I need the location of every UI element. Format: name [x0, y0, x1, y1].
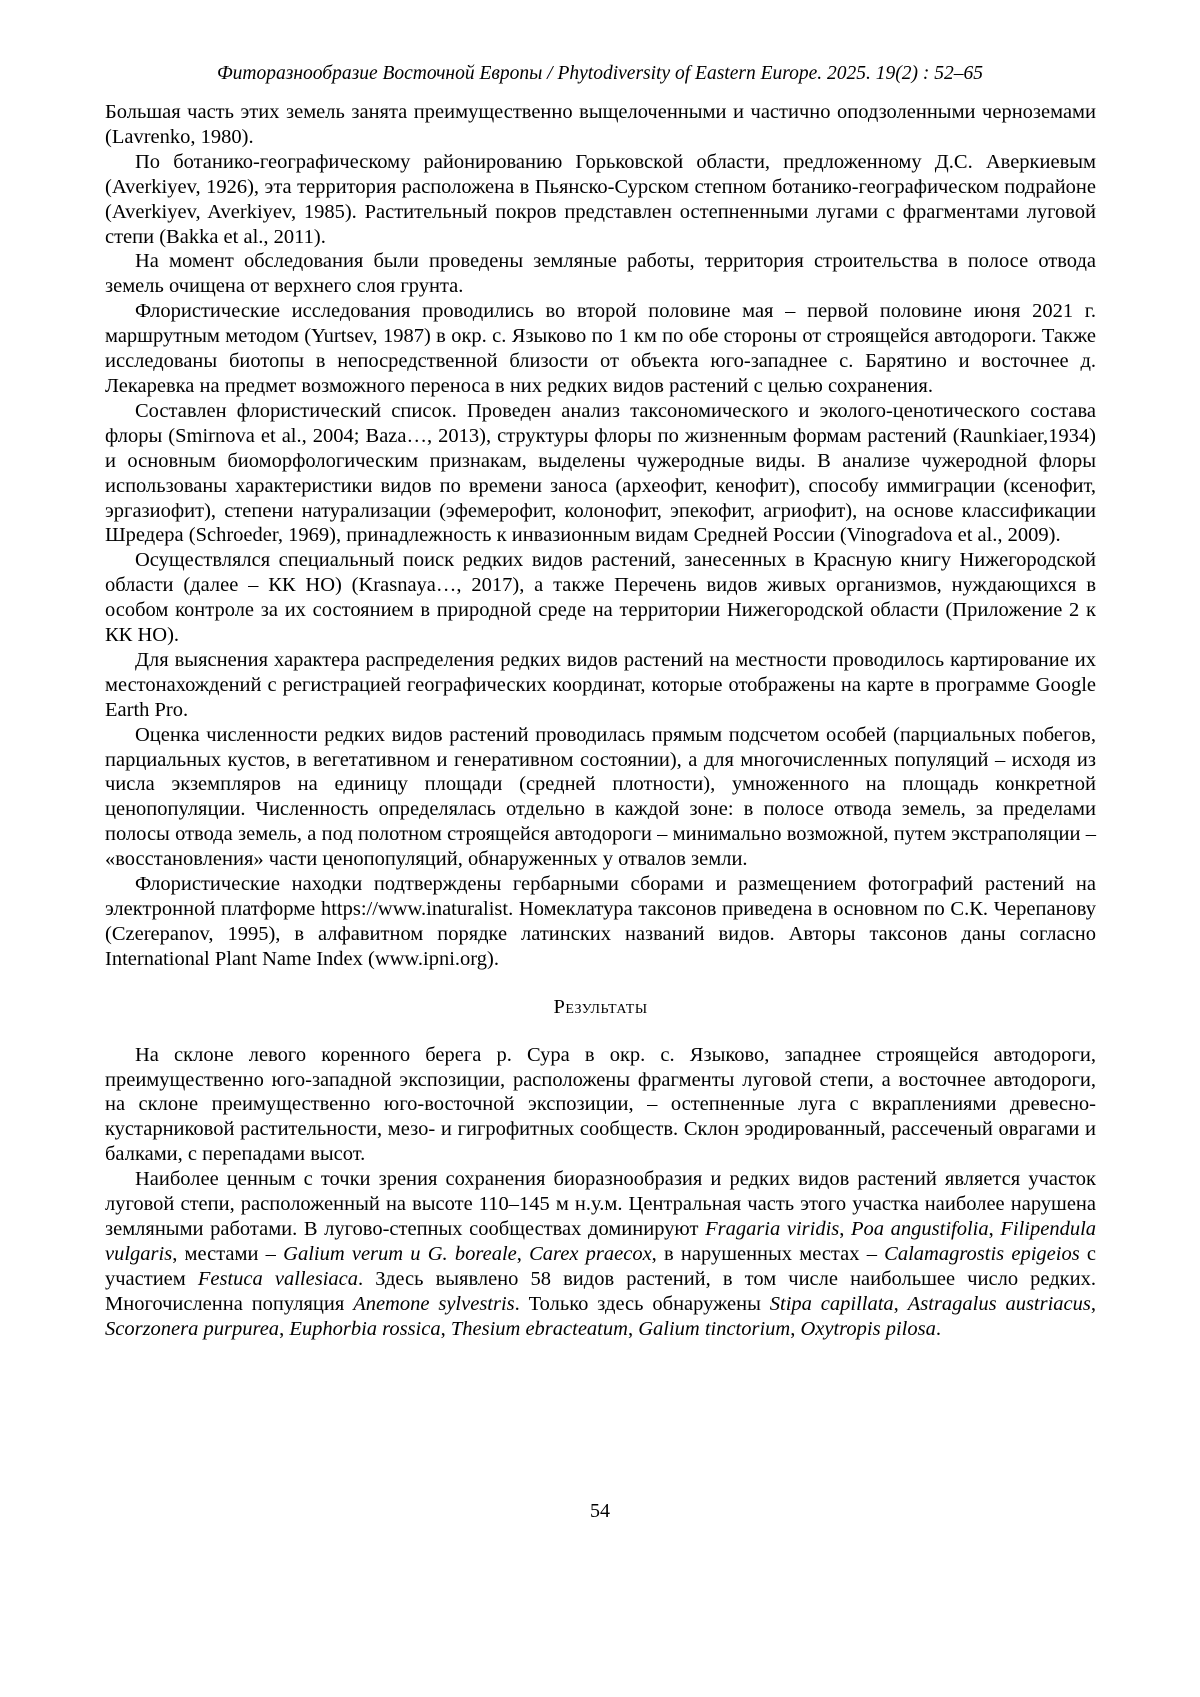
- text-run: ,: [893, 1292, 908, 1315]
- paragraph: [105, 548, 1096, 648]
- text-run: ,: [988, 1217, 1001, 1240]
- text-run: Оценка численности редких видов растений проводилась прямым подсчетом особей (парциальных побегов, парциальных кустов, в вегетативном и генеративном состоянии), а для многочисленных популяций – исходя из числа экземпляров на единицу площади (средней плотности), умноженного на площадь конкретной ценопопуляции. Численность определялась отдельно в каждой зоне: в полосе отвода земель, за пределами полосы отвода земель, а под полотном строящейся автодороги – минимально возможной, путем экстраполяции – «восстановления» части ценопопуляций, обнаруженных у отвалов земли.: [105, 723, 1096, 871]
- text-run: ,: [627, 1317, 639, 1340]
- paragraph: [105, 1043, 1096, 1168]
- paragraph: [105, 100, 1096, 150]
- text-run: Флористические исследования проводились во второй половине мая – первой половине июня 2021 г. маршрутным методом (Yurtsev, 1987) в окр. с. Языково по 1 км по обе стороны от строящейся автодороги. Также исследованы биотопы в непосредственной близости от объекта юго-западнее с. Барятино и восточнее д. Лекаревка на предмет возможного переноса в них редких видов растений с целью сохранения.: [105, 300, 1096, 397]
- paragraph: [105, 249, 1096, 299]
- paragraph: [105, 399, 1096, 548]
- text-run: , в нарушенных местах –: [651, 1242, 885, 1265]
- paragraph: [105, 150, 1096, 250]
- text-run: ,: [839, 1217, 851, 1240]
- species-name: Calamagrostis epigeios: [884, 1242, 1080, 1265]
- text-run: ,: [279, 1317, 290, 1340]
- text-run: , местами –: [172, 1242, 284, 1265]
- species-name: Filipendula vulgaris: [105, 1217, 1097, 1265]
- text-run: На момент обследования были проведены земляные работы, территория строительства в полосе отвода земель очищена от верхнего слоя грунта.: [105, 250, 1096, 298]
- text-run: Наиболее ценным с точки зрения сохранения биоразнообразия и редких видов растений является участок луговой степи, расположенный на высоте 110–145 м н.у.м. Центральная часть этого участка наиболее нарушена земляными работами. В лугово-степных сообществах доминируют: [105, 1168, 1096, 1240]
- text-run: .: [935, 1317, 941, 1340]
- paragraph: [105, 872, 1096, 972]
- paragraph: [105, 648, 1096, 723]
- text-run: Большая часть этих земель занята преимущественно выщелоченными и частично оподзоленными черноземами (Lavrenko, 1980).: [105, 101, 1096, 148]
- paragraph: [105, 723, 1096, 872]
- text-run: ,: [790, 1317, 801, 1340]
- species-name: Stipa capillata: [769, 1292, 894, 1315]
- species-name: Festuca vallesiaca: [197, 1267, 358, 1290]
- text-run: Флористические находки подтверждены гербарными сборами и размещением фотографий растений на электронной платформе https://www.inaturalist. Номеклатура таксонов приведена в основном по С.К. Черепанову (Czerepanov, 1995), в алфавитном порядке латинских названий видов. Авторы таксонов даны согласно International Plant Name Index (www.ipni.org).: [105, 873, 1096, 970]
- text-run: На склоне левого коренного берега р. Сура в окр. с. Языково, западнее строящейся автодороги, преимущественно юго-западной экспозиции, расположены фрагменты луговой степи, а восточнее автодороги, на склоне преимущественно юго-восточной экспозиции, – остепненные луга с вкраплениями древесно-кустарниковой растительности, мезо- и гигрофитных сообществ. Склон эродированный, рассеченый оврагами и балками, с перепадами высот.: [105, 1043, 1096, 1166]
- running-head: Фиторазнообразие Восточной Европы / Phytodiversity of Eastern Europe. 2025. 19(2) : 52–65: [217, 63, 983, 84]
- species-name: Anemone sylvestris: [353, 1292, 515, 1315]
- page-number: 54: [590, 1500, 610, 1522]
- species-name: Scorzonera purpurea: [105, 1317, 280, 1340]
- species-name: Oxytropis pilosa: [800, 1317, 936, 1340]
- text-run: с участием: [105, 1242, 1096, 1290]
- section-heading: Результаты: [553, 995, 648, 1018]
- text-run: . Здесь выявлено 58 видов растений, в том числе наибольшее число редких. Многочисленна популяция: [105, 1267, 1096, 1315]
- article-body: [105, 100, 1096, 1342]
- species-name: Thesium ebracteatum: [450, 1317, 628, 1340]
- text-run: ,: [440, 1317, 451, 1340]
- species-name: Fragaria viridis: [705, 1217, 840, 1240]
- text-run: ,: [516, 1242, 530, 1265]
- species-name: Carex praecox: [529, 1242, 652, 1265]
- text-run: Осуществлялся специальный поиск редких видов растений, занесенных в Красную книгу Нижегородской области (далее – КК НО) (Krasnaya…, 2017), а также Перечень видов живых организмов, нуждающихся в особом контроле за их состоянием в природной среде на территории Нижегородской области (Приложение 2 к КК НО).: [105, 549, 1096, 647]
- species-name: Euphorbia rossica: [289, 1317, 441, 1340]
- text-run: Составлен флористический список. Проведен анализ таксономического и эколого-ценотического состава флоры (Smirnova et al., 2004; Baza…, 2013), структуры флоры по жизненным формам растений (Raunkiaer,1934) и основным биоморфологическим признакам, выделены чужеродные виды. В анализе чужеродной флоры использованы характеристики видов по времени заноса (археофит, кенофит), способу иммиграции (ксенофит, эргазиофит), степени натурализации (эфемерофит, колонофит, эпекофит, агриофит), на основе классификации Шредера (Schroeder, 1969), принадлежность к инвазионным видам Средней России (Vinogradova et al., 2009).: [105, 399, 1096, 547]
- paragraph: [105, 299, 1096, 399]
- species-name: Galium tinctorium: [638, 1317, 791, 1340]
- text-run: . Только здесь обнаружены: [514, 1292, 770, 1315]
- paragraph: [105, 1167, 1096, 1341]
- species-name: Galium verum и G. boreale: [283, 1242, 517, 1265]
- text-run: Для выяснения характера распределения редких видов растений на местности проводилось картирование их местонахождений с регистрацией географических координат, которые отображены на карте в программе Google Earth Pro.: [105, 648, 1096, 721]
- species-name: Astragalus austriacus: [907, 1292, 1091, 1315]
- text-run: По ботанико-географическому районированию Горьковской области, предложенному Д.С. Аверкиевым (Averkiyev, 1926), эта территория расположена в Пьянско-Сурском степном ботанико-географическом подрайоне (Averkiyev, Averkiyev, 1985). Растительный покров представлен остепненными лугами с фрагментами луговой степи (Bakka et al., 2011).: [105, 150, 1096, 248]
- text-run: ,: [1090, 1292, 1096, 1315]
- species-name: Poa angustifolia: [851, 1217, 989, 1240]
